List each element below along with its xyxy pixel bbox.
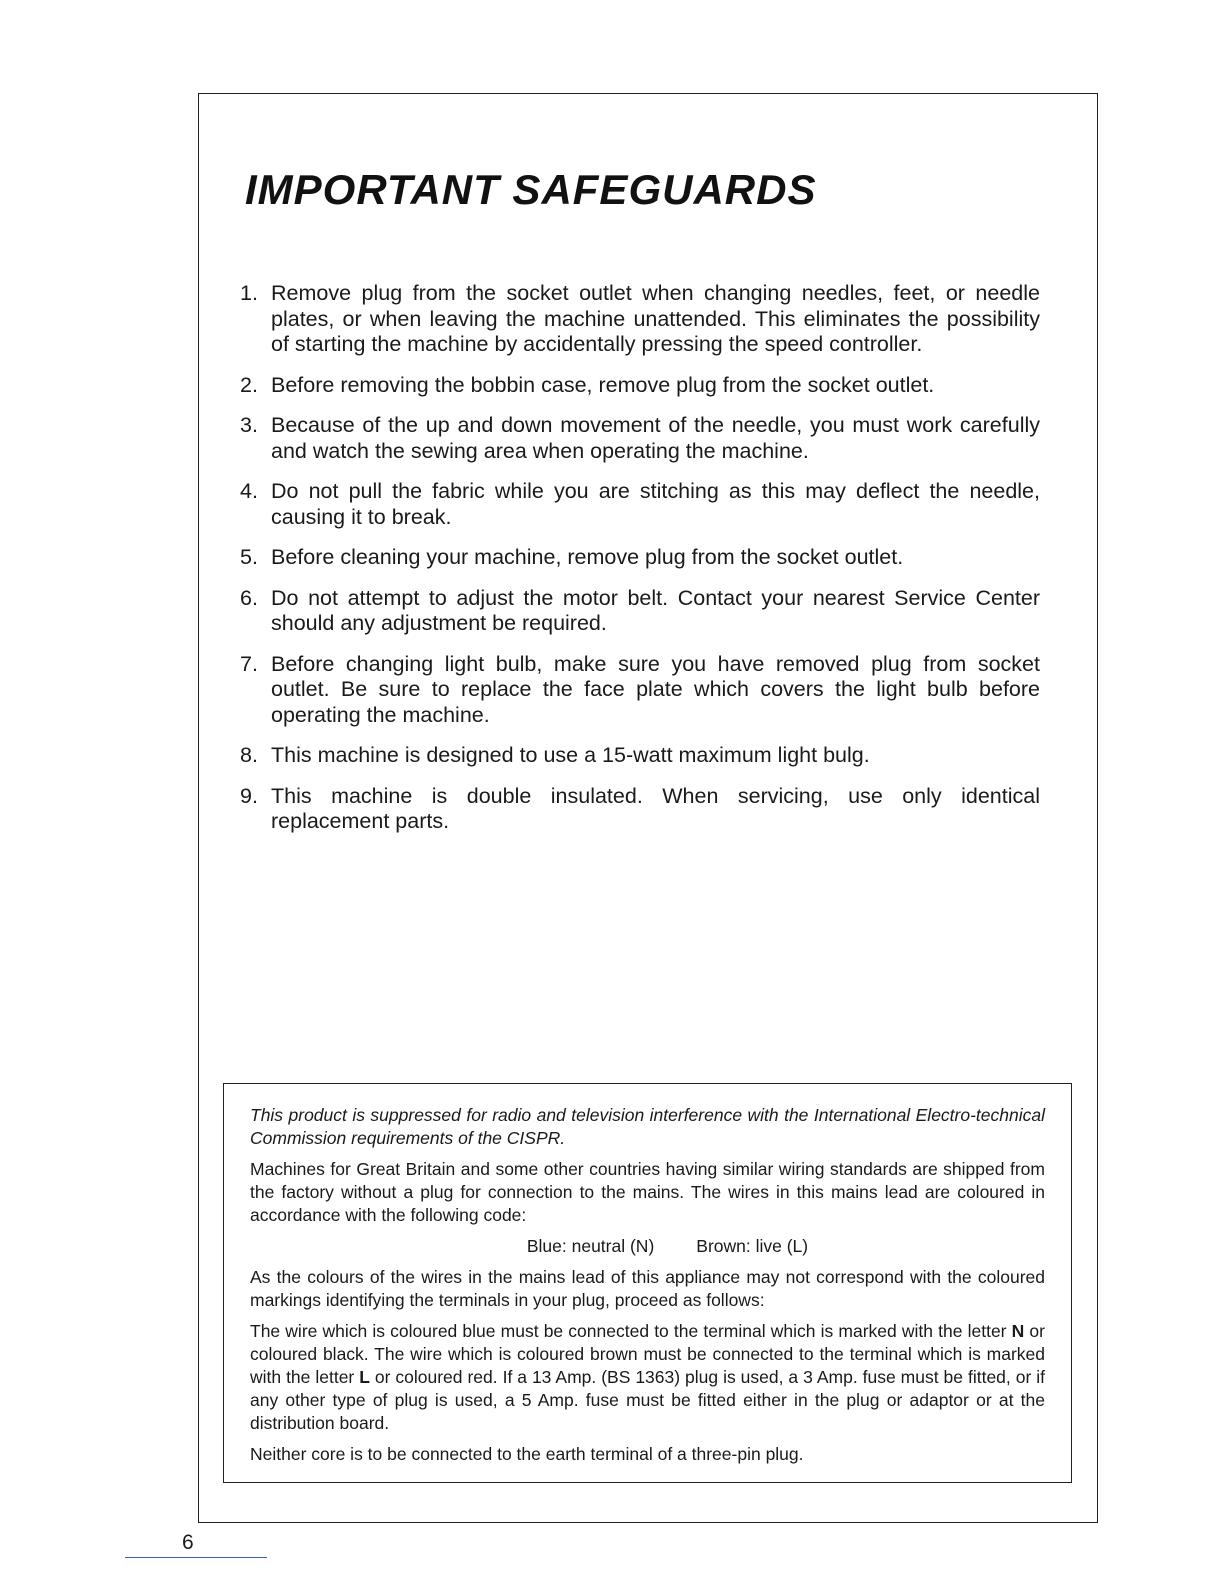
letter-l: L xyxy=(359,1367,370,1387)
connection-instructions xyxy=(250,1320,1045,1435)
connection-text-a: The wire which is coloured blue must be connected to the terminal which is marked with the letter xyxy=(250,1321,1012,1341)
list-item xyxy=(240,281,1040,358)
wiring-intro: Machines for Great Britain and some other countries having similar wiring standards are shipped from the factory without a plug for connection to the mains. The wires in this mains lead are coloured in accordance with the following code: xyxy=(250,1159,1045,1225)
item-text: Because of the up and down movement of the needle, you must work carefully and watch the sewing area when operating the machine. xyxy=(271,413,1040,463)
list-item xyxy=(240,743,1040,769)
blue-wire-code: Blue: neutral (N) xyxy=(526,1236,655,1256)
item-number: 3. xyxy=(240,413,258,437)
list-item xyxy=(240,373,1040,399)
list-item xyxy=(240,413,1040,464)
colours-note: As the colours of the wires in the mains lead of this appliance may not correspond with the coloured markings identifying the terminals in your plug, proceed as follows: xyxy=(250,1267,1045,1310)
item-text: Do not attempt to adjust the motor belt. Contact your nearest Service Center should any adjustment be required. xyxy=(271,585,1040,635)
item-text: Remove plug from the socket outlet when changing needles, feet, or needle plates, or when leaving the machine unattended. This eliminates the possibility of starting the machine by accidentally pressing the speed controller. xyxy=(271,281,1040,356)
list-item xyxy=(240,652,1040,729)
page-title: IMPORTANT SAFEGUARDS xyxy=(245,166,817,213)
brown-wire-code: Brown: live (L) xyxy=(696,1236,809,1256)
item-number: 4. xyxy=(240,479,258,503)
page-number-rule xyxy=(125,1557,267,1558)
connection-text-c: or coloured red. If a 13 Amp. (BS 1363) plug is used, a 3 Amp. fuse must be fitted, or if any other type of plug is used, a 5 Amp. fuse must be fitted either in the plug or adaptor or at the distribution board. xyxy=(250,1367,1045,1433)
list-item xyxy=(240,479,1040,530)
item-text: This machine is double insulated. When servicing, use only identical replacement parts. xyxy=(271,783,1040,833)
list-item xyxy=(240,784,1040,835)
item-number: 9. xyxy=(240,783,258,808)
item-number: 6. xyxy=(240,585,258,610)
item-text: Before changing light bulb, make sure you have removed plug from socket outlet. Be sure to replace the face plate which covers the light bulb before operating the machine. xyxy=(271,651,1040,727)
page-number: 6 xyxy=(182,1531,194,1554)
list-item xyxy=(240,545,1040,571)
earth-note: Neither core is to be connected to the earth terminal of a three-pin plug. xyxy=(250,1444,804,1464)
wire-colour-codes xyxy=(250,1235,1045,1258)
item-number: 2. xyxy=(240,372,258,397)
item-number: 7. xyxy=(240,651,258,676)
item-number: 5. xyxy=(240,545,258,569)
item-text: Do not pull the fabric while you are stitching as this may deflect the needle, causing it to break. xyxy=(271,479,1040,529)
item-text: Before cleaning your machine, remove plug from the socket outlet. xyxy=(271,545,904,569)
item-text: Before removing the bobbin case, remove plug from the socket outlet. xyxy=(271,372,935,397)
item-number: 8. xyxy=(240,743,258,767)
item-number: 1. xyxy=(240,281,258,305)
electrical-notice-box xyxy=(223,1083,1072,1483)
item-text: This machine is designed to use a 15-watt maximum light bulg. xyxy=(271,743,870,767)
connection-text-b: or coloured black. The wire which is coloured brown must be connected to the terminal which is marked with the letter xyxy=(250,1321,1045,1387)
suppression-note: This product is suppressed for radio and television interference with the International Electro-technical Commission requirements of the CISPR. xyxy=(250,1105,1045,1148)
letter-n: N xyxy=(1011,1321,1025,1341)
safeguards-list xyxy=(240,281,1040,850)
list-item xyxy=(240,586,1040,637)
